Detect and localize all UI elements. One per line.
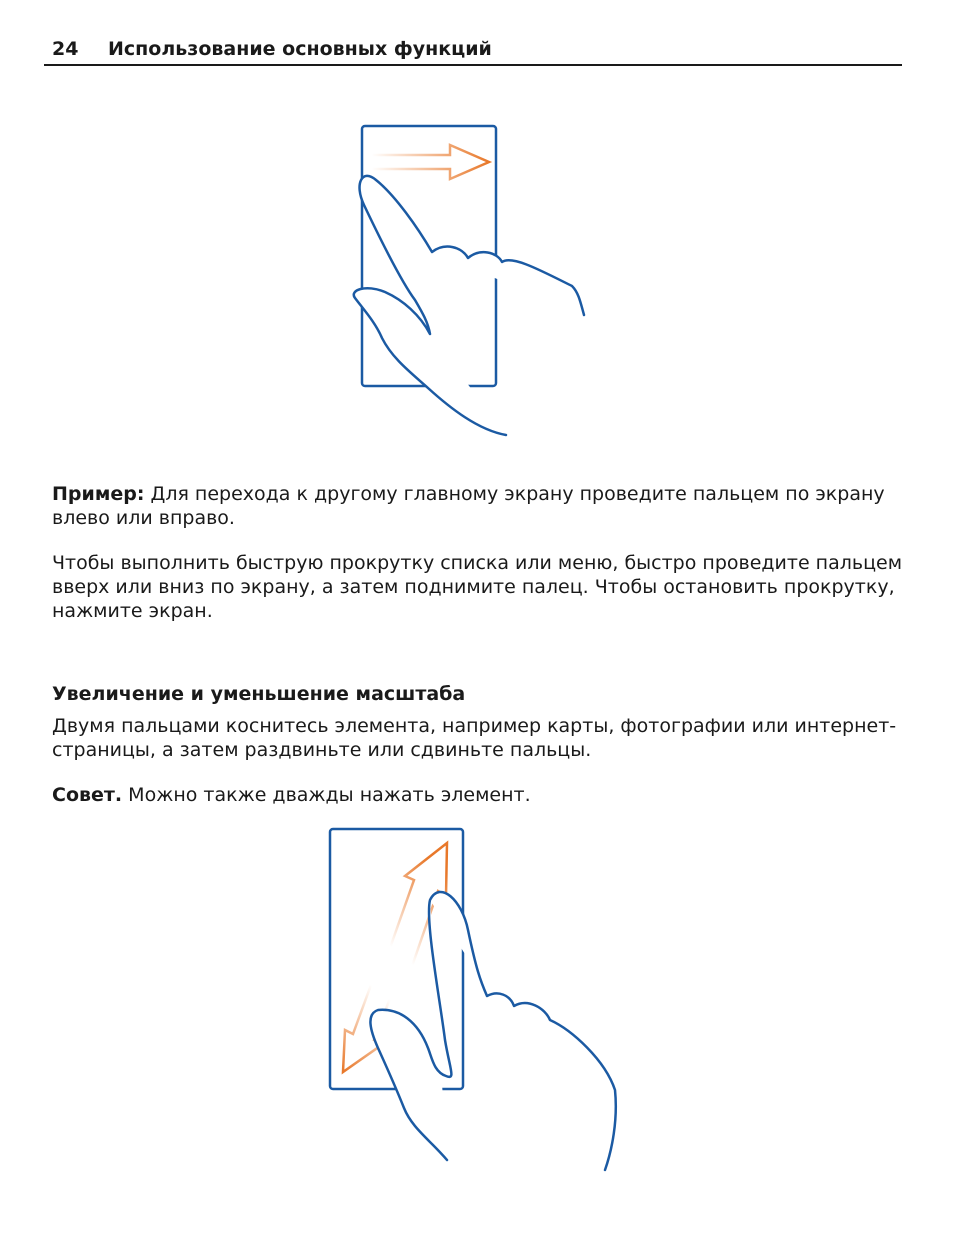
hand-icon bbox=[354, 176, 584, 435]
pinch-zoom-illustration bbox=[320, 820, 630, 1180]
swipe-example-paragraph bbox=[52, 482, 912, 530]
tip-label: Совет. bbox=[52, 784, 123, 806]
section-title: Использование основных функций bbox=[108, 38, 492, 60]
page-number: 24 bbox=[52, 38, 79, 60]
example-label: Пример: bbox=[52, 483, 145, 505]
zoom-paragraph: Двумя пальцами коснитесь элемента, например карты, фотографии или интернет-страницы, а затем раздвиньте или сдвиньте пальцы. bbox=[52, 715, 897, 761]
tip-paragraph bbox=[52, 783, 912, 807]
scroll-paragraph: Чтобы выполнить быструю прокрутку списка или меню, быстро проведите пальцем вверх или вниз по экрану, а затем поднимите палец. Чтобы остановить прокрутку, нажмите экран. bbox=[52, 552, 903, 622]
swipe-right-arrow-icon bbox=[372, 145, 489, 179]
example-text: Для перехода к другому главному экрану проведите пальцем по экрану влево или вправо. bbox=[52, 483, 885, 529]
page-header bbox=[44, 38, 902, 66]
zoom-heading: Увеличение и уменьшение масштаба bbox=[52, 683, 466, 705]
swipe-gesture-illustration bbox=[340, 115, 600, 445]
tip-text: Можно также дважды нажать элемент. bbox=[122, 784, 531, 806]
